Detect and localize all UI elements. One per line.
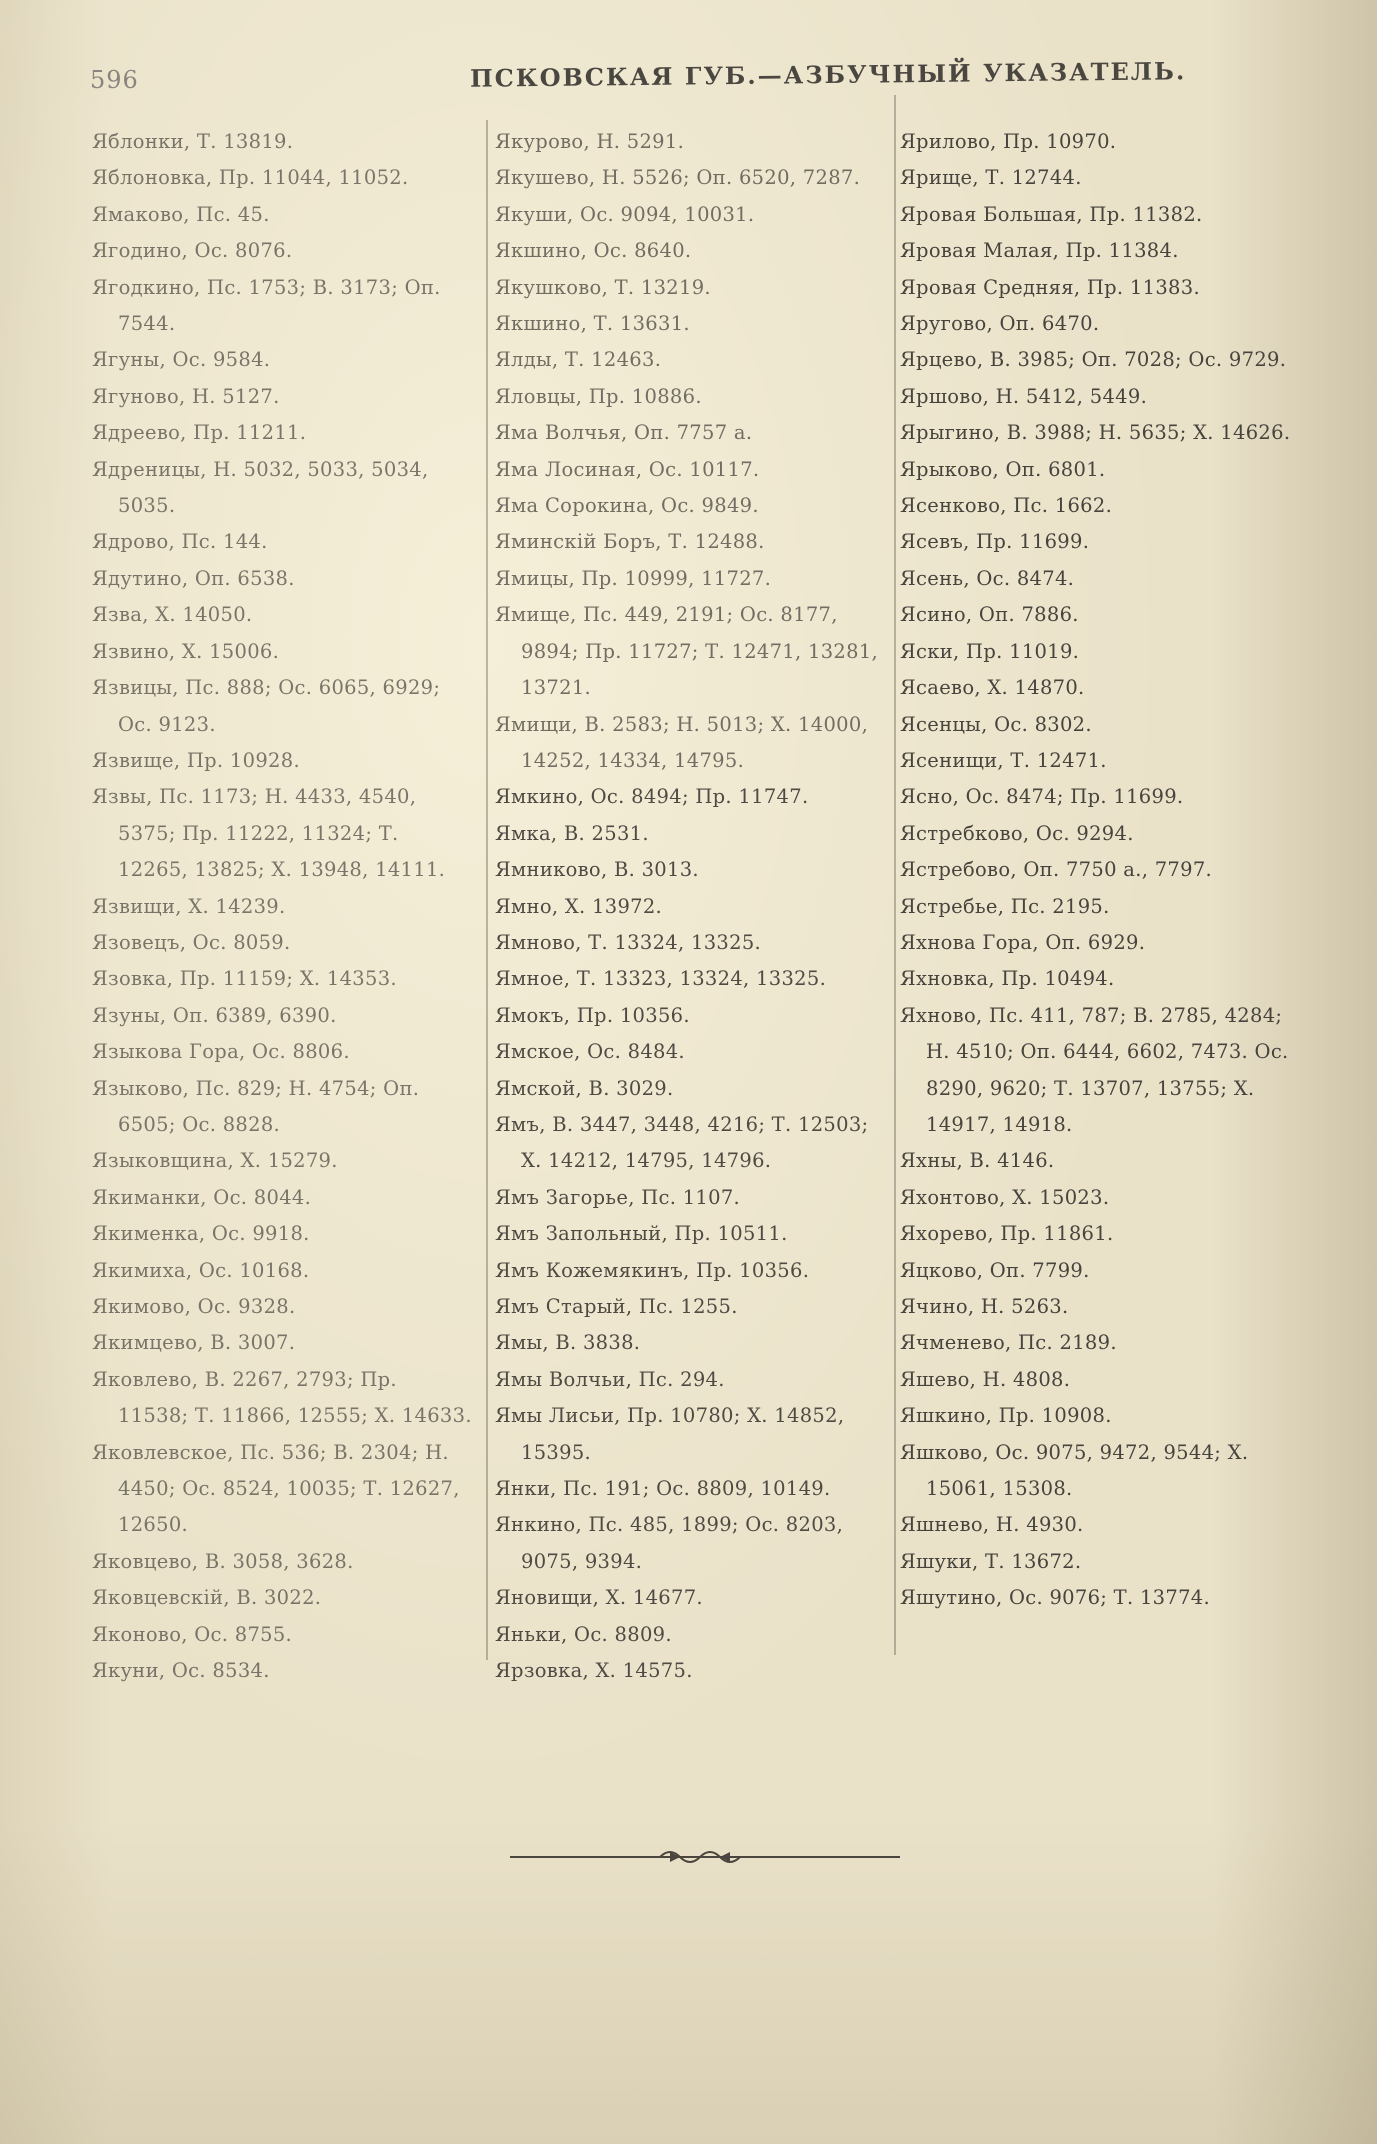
index-entry: Ярыково, Оп. 6801. <box>900 457 1106 481</box>
index-entry: Ямъ Старый, Пс. 1255. <box>495 1295 738 1318</box>
index-entry: Ягуново, Н. 5127. <box>92 384 280 408</box>
index-entry: Яхнова Гора, Оп. 6929. <box>900 930 1146 954</box>
index-entry: Ямы Волчьи, Пс. 294. <box>495 1367 725 1391</box>
index-entry: Якурово, Н. 5291. <box>495 130 685 153</box>
index-entry: Ядреево, Пр. 11211. <box>92 421 307 445</box>
index-entry: Ястребково, Ос. 9294. <box>900 821 1134 845</box>
index-entry: Ястребье, Пс. 2195. <box>900 894 1110 918</box>
index-entry: Язовецъ, Ос. 8059. <box>92 930 291 954</box>
index-entry: Ямищи, В. 2583; Н. 5013; Х. 14000, 14252, 14334, 14795. <box>495 712 869 772</box>
index-entry: Ягодкино, Пс. 1753; В. 3173; Оп. 7544. <box>92 275 441 336</box>
index-entry: Ядутино, Оп. 6538. <box>92 566 295 590</box>
index-entry: Якшино, Ос. 8640. <box>495 239 692 263</box>
index-entry: Ямъ Запольный, Пр. 10511. <box>495 1222 788 1246</box>
index-entry: Язвищи, Х. 14239. <box>92 894 286 918</box>
column-divider <box>894 95 896 1655</box>
index-entry: Яковцевскій, В. 3022. <box>92 1586 322 1610</box>
index-entry: Ярище, Т. 12744. <box>900 166 1082 190</box>
index-entry: Ямицы, Пр. 10999, 11727. <box>495 566 772 590</box>
index-entry: Яминскій Боръ, Т. 12488. <box>495 530 765 554</box>
running-title: ПСКОВСКАЯ ГУБ.—АЗБУЧНЫЙ УКАЗАТЕЛЬ. <box>469 56 1187 93</box>
index-entry: Яковлево, В. 2267, 2793; Пр. 11538; Т. 11866, 12555; Х. 14633. <box>92 1367 472 1428</box>
index-entry: Ямно, Х. 13972. <box>495 894 663 918</box>
index-column-2 <box>495 124 885 1689</box>
index-entry: Якшино, Т. 13631. <box>495 312 690 336</box>
index-entry: Ядреницы, Н. 5032, 5033, 5034, 5035. <box>92 457 429 518</box>
index-entry: Яма Сорокина, Ос. 9849. <box>495 494 759 518</box>
index-entry: Яблонки, Т. 13819. <box>92 130 294 153</box>
index-entry: Яхны, В. 4146. <box>900 1149 1055 1173</box>
index-entry: Ямка, В. 2531. <box>495 821 649 845</box>
index-entry: Язва, Х. 14050. <box>92 603 253 627</box>
index-entry: Ямы Лисьи, Пр. 10780; Х. 14852, 15395. <box>495 1404 845 1464</box>
index-entry: Ясино, Оп. 7886. <box>900 603 1079 627</box>
index-entry: Яма Лосиная, Ос. 10117. <box>495 457 760 481</box>
index-entry: Яшуки, Т. 13672. <box>900 1549 1082 1573</box>
index-entry: Яхонтово, Х. 15023. <box>900 1185 1110 1209</box>
index-entry: Яковцево, В. 3058, 3628. <box>92 1549 354 1573</box>
index-entry: Яршово, Н. 5412, 5449. <box>900 384 1148 408</box>
index-entry: Ямниково, В. 3013. <box>495 858 699 882</box>
index-entry: Ямново, Т. 13324, 13325. <box>495 930 762 954</box>
index-entry: Ямъ, В. 3447, 3448, 4216; Т. 12503; Х. 14212, 14795, 14796. <box>495 1112 869 1173</box>
index-entry: Ячменево, Пс. 2189. <box>900 1331 1117 1355</box>
index-entry: Якуни, Ос. 8534. <box>92 1659 270 1683</box>
index-entry: Языкова Гора, Ос. 8806. <box>92 1040 350 1064</box>
page-number: 596 <box>90 66 139 94</box>
index-entry: Ясаево, Х. 14870. <box>900 676 1085 700</box>
index-column-1 <box>92 124 472 1689</box>
index-entry: Яшкино, Пр. 10908. <box>900 1404 1112 1428</box>
page-header <box>90 58 1290 98</box>
index-entry: Ямской, В. 3029. <box>495 1076 674 1100</box>
index-entry: Ямкино, Ос. 8494; Пр. 11747. <box>495 785 809 809</box>
index-entry: Яровая Малая, Пр. 11384. <box>900 239 1179 263</box>
index-entry: Ясно, Ос. 8474; Пр. 11699. <box>900 785 1184 809</box>
index-entry: Якименка, Ос. 9918. <box>92 1222 310 1246</box>
index-entry: Янкино, Пс. 485, 1899; Ос. 8203, 9075, 9394. <box>495 1513 844 1573</box>
index-entry: Якиманки, Ос. 8044. <box>92 1185 312 1209</box>
index-column-3 <box>900 124 1305 1617</box>
index-entry: Ясень, Ос. 8474. <box>900 566 1075 590</box>
index-entry: Яшутино, Ос. 9076; Т. 13774. <box>900 1586 1211 1610</box>
index-entry: Якуши, Ос. 9094, 10031. <box>495 202 755 226</box>
index-entry: Якимиха, Ос. 10168. <box>92 1258 310 1282</box>
index-entry: Язуны, Оп. 6389, 6390. <box>92 1003 337 1027</box>
index-entry: Ястребово, Оп. 7750 а., 7797. <box>900 858 1213 882</box>
index-entry: Яровая Большая, Пр. 11382. <box>900 202 1203 226</box>
index-entry: Язвино, Х. 15006. <box>92 639 280 663</box>
index-entry: Яругово, Оп. 6470. <box>900 312 1100 336</box>
index-entry: Яшково, Ос. 9075, 9472, 9544; Х. 15061, 15308. <box>900 1440 1249 1501</box>
index-entry: Яконово, Ос. 8755. <box>92 1622 293 1646</box>
index-entry: Ясенково, Пс. 1662. <box>900 494 1113 518</box>
index-entry: Яблоновка, Пр. 11044, 11052. <box>92 166 409 190</box>
column-divider <box>486 120 488 1660</box>
index-entry: Ялды, Т. 12463. <box>495 348 662 372</box>
index-entry: Ямаково, Пс. 45. <box>92 202 270 226</box>
index-entry: Яковлевское, Пс. 536; В. 2304; Н. 4450; Ос. 8524, 10035; Т. 12627, 12650. <box>92 1440 460 1537</box>
index-entry: Ядрово, Пс. 144. <box>92 530 268 554</box>
index-entry: Язвище, Пр. 10928. <box>92 748 300 772</box>
index-entry: Языково, Пс. 829; Н. 4754; Оп. 6505; Ос. 8828. <box>92 1076 420 1136</box>
index-entry: Ягодино, Ос. 8076. <box>92 239 293 263</box>
index-entry: Языковщина, Х. 15279. <box>92 1149 338 1173</box>
index-entry: Якимово, Ос. 9328. <box>92 1295 296 1318</box>
index-entry: Язвы, Пс. 1173; Н. 4433, 4540, 5375; Пр. 11222, 11324; Т. 12265, 13825; Х. 13948, 14111. <box>92 785 446 882</box>
index-entry: Яшнево, Н. 4930. <box>900 1513 1084 1537</box>
index-entry: Якимцево, В. 3007. <box>92 1331 296 1355</box>
index-entry: Яцково, Оп. 7799. <box>900 1258 1090 1282</box>
index-entry: Ярыгино, В. 3988; Н. 5635; Х. 14626. <box>900 421 1291 445</box>
index-entry: Яновищи, Х. 14677. <box>495 1586 703 1610</box>
index-entry: Ясевъ, Пр. 11699. <box>900 530 1090 554</box>
index-entry: Яма Волчья, Оп. 7757 а. <box>495 421 753 445</box>
index-entry: Яловцы, Пр. 10886. <box>495 384 702 408</box>
index-entry: Ямъ Кожемякинъ, Пр. 10356. <box>495 1258 810 1282</box>
index-entry: Язовка, Пр. 11159; Х. 14353. <box>92 967 397 991</box>
index-entry: Яшево, Н. 4808. <box>900 1367 1071 1391</box>
index-entry: Ясенцы, Ос. 8302. <box>900 712 1092 736</box>
index-entry: Яровая Средняя, Пр. 11383. <box>900 275 1200 299</box>
index-entry: Яхновка, Пр. 10494. <box>900 967 1115 991</box>
end-ornament <box>510 1842 900 1872</box>
index-entry: Яски, Пр. 11019. <box>900 639 1080 663</box>
index-entry: Ямы, В. 3838. <box>495 1331 641 1355</box>
index-entry: Яньки, Ос. 8809. <box>495 1622 672 1646</box>
index-entry: Ясенищи, Т. 12471. <box>900 748 1107 772</box>
index-entry: Якушково, Т. 13219. <box>495 275 711 299</box>
index-entry: Ямъ Загорье, Пс. 1107. <box>495 1185 741 1209</box>
index-entry: Яхново, Пс. 411, 787; В. 2785, 4284; Н. 4510; Оп. 6444, 6602, 7473. Ос. 8290, 9620; Т. 13707, 13755; Х. 14917, 14918. <box>900 1003 1289 1136</box>
index-entry: Ямокъ, Пр. 10356. <box>495 1003 690 1027</box>
index-entry: Якушево, Н. 5526; Оп. 6520, 7287. <box>495 166 861 190</box>
index-entry: Ярзовка, Х. 14575. <box>495 1659 693 1683</box>
index-entry: Язвицы, Пс. 888; Ос. 6065, 6929; Ос. 9123. <box>92 676 441 736</box>
index-entry: Ямное, Т. 13323, 13324, 13325. <box>495 967 827 991</box>
index-entry: Янки, Пс. 191; Ос. 8809, 10149. <box>495 1477 831 1501</box>
index-entry: Яхорево, Пр. 11861. <box>900 1222 1114 1246</box>
index-entry: Ярцево, В. 3985; Оп. 7028; Ос. 9729. <box>900 348 1287 372</box>
index-entry: Ямское, Ос. 8484. <box>495 1040 685 1064</box>
index-entry: Ямище, Пс. 449, 2191; Ос. 8177, 9894; Пр. 11727; Т. 12471, 13281, 13721. <box>495 603 879 700</box>
index-entry: Ягуны, Ос. 9584. <box>92 348 271 372</box>
index-entry: Ярилово, Пр. 10970. <box>900 130 1117 153</box>
index-entry: Ячино, Н. 5263. <box>900 1295 1069 1318</box>
